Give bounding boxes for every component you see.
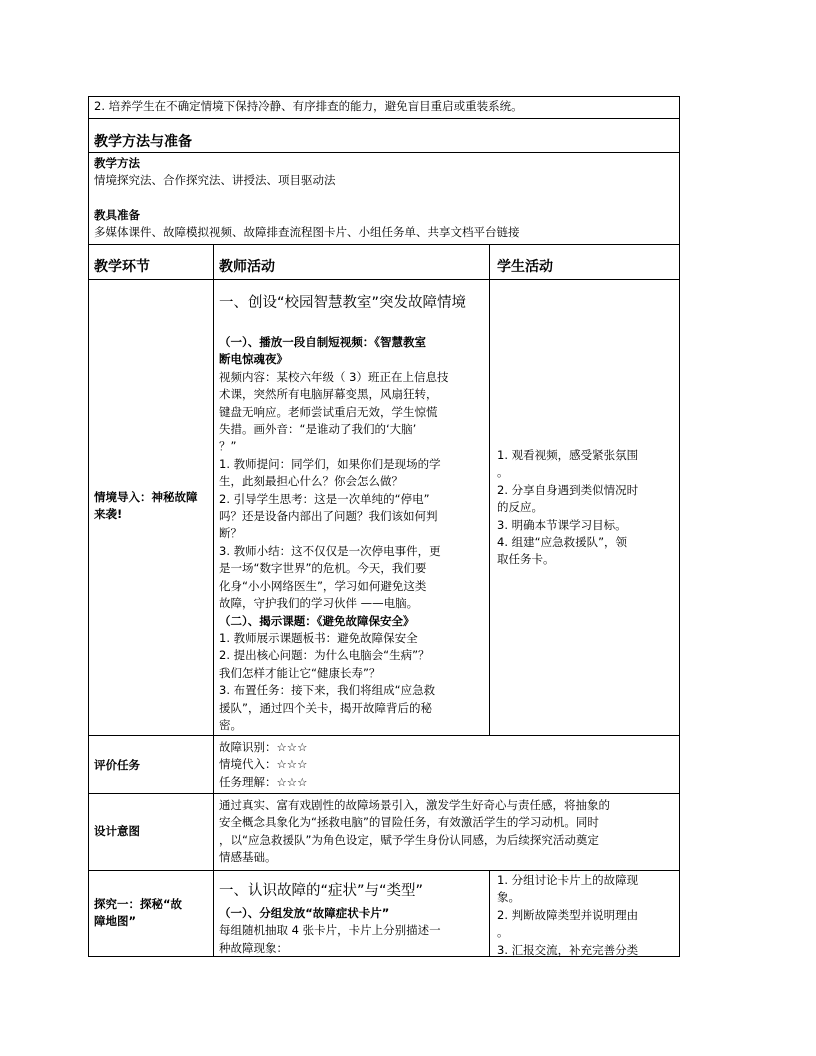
header-student: 学生活动 [497, 259, 553, 275]
teacher-line: 1. 教师提问：同学们，如果你们是现场的学 [219, 456, 441, 471]
teacher-line: 种故障现象： [219, 940, 288, 955]
row-divider [88, 735, 680, 736]
header-stage: 教学环节 [94, 259, 150, 275]
teacher-line: 术课，突然所有电脑屏幕变黑，风扇狂转， [219, 387, 438, 402]
teacher-line: 每组随机抽取 4 张卡片，卡片上分别描述一 [219, 923, 441, 938]
stage-intro [94, 489, 208, 524]
student-line: 的反应。 [497, 500, 543, 515]
student-line: 4. 组建“应急救援队”，领 [497, 535, 628, 550]
evaluation-item: 任务理解：☆☆☆ [219, 774, 308, 789]
teacher-line: （二）、揭示课题：《避免故障保安全》 [219, 613, 415, 628]
teacher-line: 视频内容：某校六年级（ 3）班正在上信息技 [219, 369, 449, 384]
teacher-line: 故障，守护我们的学习伙伴 ——电脑。 [219, 596, 419, 611]
student-activity-2 [497, 872, 638, 959]
method-text: 情境探究法、合作探究法、讲授法、项目驱动法 [94, 173, 336, 187]
row-divider [88, 793, 680, 794]
teacher-line: 生，此刻最担心什么？你会怎么做？ [219, 474, 403, 489]
stage-line: 障地图” [94, 914, 137, 929]
evaluation-item: 故障识别：☆☆☆ [219, 740, 308, 754]
method-label: 教学方法 [94, 156, 140, 170]
teacher-line: （一）、播放一段自制短视频：《智慧教室 [219, 335, 426, 349]
design-intent [219, 797, 610, 867]
design-line: 安全概念具象化为“拯救电脑”的冒险任务，有效激活学生的学习动机。同时 [219, 815, 599, 830]
teacher-line: 吗？还是设备内部出了问题？我们该如何判 [219, 509, 438, 524]
teacher-activity-2 [219, 905, 441, 957]
column-divider [489, 244, 490, 735]
student-line: 。 [497, 925, 509, 940]
teacher-line: 断电惊魂夜》 [219, 352, 288, 367]
stage-intro-text: 情境导入：神秘故障来袭! [94, 490, 198, 522]
student-line: 3. 汇报交流，补充完善分类 [497, 942, 639, 957]
row-divider [88, 118, 680, 119]
teacher-line: ？” [219, 439, 237, 454]
teacher-line: 我们怎样才能让它“健康长寿”？ [219, 665, 381, 680]
student-line: 。 [497, 465, 509, 480]
teacher-line: 化身“小小网络医生”，学习如何避免这类 [219, 578, 427, 593]
section-title: 教学方法与准备 [94, 134, 192, 150]
row-divider [88, 870, 680, 871]
teacher-line: 1. 教师展示课题板书：避免故障保安全 [219, 630, 418, 645]
teacher-line: 2. 引导学生思考：这是一次单纯的“停电” [219, 491, 430, 506]
header-teacher: 教师活动 [219, 259, 275, 275]
stage-line: 探究一：探秘“故 [94, 897, 183, 911]
teacher-line: 是一场“数字世界”的危机。今天，我们要 [219, 561, 427, 576]
student-line: 2. 判断故障类型并说明理由 [497, 907, 639, 922]
teacher-line: 密。 [219, 717, 242, 732]
student-line: 象。 [497, 890, 520, 905]
teacher-line: （一）、分组发放“故障症状卡片” [219, 906, 390, 920]
evaluation-label: 评价任务 [94, 758, 140, 772]
teacher-line: 断？ [219, 526, 242, 541]
student-line: 1. 观看视频，感受紧张氛围 [497, 448, 639, 462]
teacher-line: 键盘无响应。老师尝试重启无效，学生惊慌 [219, 404, 438, 419]
column-divider [489, 870, 490, 957]
tools-text: 多媒体课件、故障模拟视频、故障排查流程图卡片、小组任务单、共享文档平台链接 [94, 225, 520, 239]
teacher-activity-1 [219, 334, 487, 734]
design-label: 设计意图 [94, 824, 140, 838]
column-divider [213, 244, 214, 957]
teacher-line: 2. 提出核心问题：为什么电脑会“生病”？ [219, 648, 430, 663]
teacher-line: 3. 布置任务：接下来，我们将组成“应急救 [219, 683, 436, 698]
student-line: 1. 分组讨论卡片上的故障现 [497, 873, 639, 887]
teaching-goal-2: 2. 培养学生在不确定情境下保持冷静、有序排查的能力，避免盲目重启或重装系统。 [94, 99, 523, 113]
row-divider [88, 152, 680, 153]
teacher-line: 援队”，通过四个关卡，揭开故障背后的秘 [219, 700, 432, 715]
row-divider [88, 279, 680, 280]
evaluation-items [219, 739, 307, 791]
row-divider [88, 244, 680, 245]
student-line: 2. 分享自身遇到类似情况时 [497, 482, 639, 497]
teacher-title-1: 一、创设“校园智慧教室”突发故障情境 [219, 295, 467, 311]
tools-label: 教具准备 [94, 208, 140, 222]
stage-explore-1 [94, 896, 182, 931]
design-line: 通过真实、富有戏剧性的故障场景引入，激发学生好奇心与责任感，将抽象的 [219, 798, 610, 812]
student-activity-1 [497, 447, 677, 569]
teacher-title-2: 一、认识故障的“症状”与“类型” [219, 883, 424, 899]
student-line: 3. 明确本节课学习目标。 [497, 517, 627, 532]
teacher-line: 3. 教师小结：这不仅仅是一次停电事件，更 [219, 543, 441, 558]
teacher-line: 失措。画外音：“是谁动了我们的‘大脑’ [219, 422, 417, 437]
design-line: ，以“应急救援队”为角色设定，赋予学生身份认同感，为后续探究活动奠定 [219, 832, 599, 847]
evaluation-item: 情境代入：☆☆☆ [219, 757, 308, 772]
design-line: 情感基础。 [219, 850, 277, 865]
student-line: 取任务卡。 [497, 552, 555, 567]
